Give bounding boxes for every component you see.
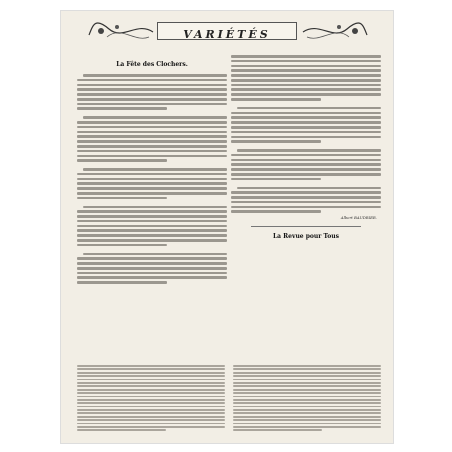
left-flourish-ornament xyxy=(87,17,157,47)
banner-title-box xyxy=(157,22,297,40)
article-body-text xyxy=(77,74,227,284)
article-title-2: La Revue pour Tous xyxy=(272,233,340,241)
small-print-column-left xyxy=(77,365,225,433)
author-signature: Albert BAUDRIER. xyxy=(340,215,377,221)
article-title: La Fête des Clochers. xyxy=(116,61,188,68)
section-banner xyxy=(87,17,369,47)
small-print-column-right xyxy=(233,365,381,433)
left-column xyxy=(77,55,227,286)
right-flourish-ornament xyxy=(299,17,369,47)
right-column xyxy=(231,55,381,246)
section-title: VARIÉTÉS xyxy=(183,28,271,41)
article-body-text-continued xyxy=(231,55,381,213)
magazine-page xyxy=(60,10,394,444)
separator-rule xyxy=(251,226,361,227)
